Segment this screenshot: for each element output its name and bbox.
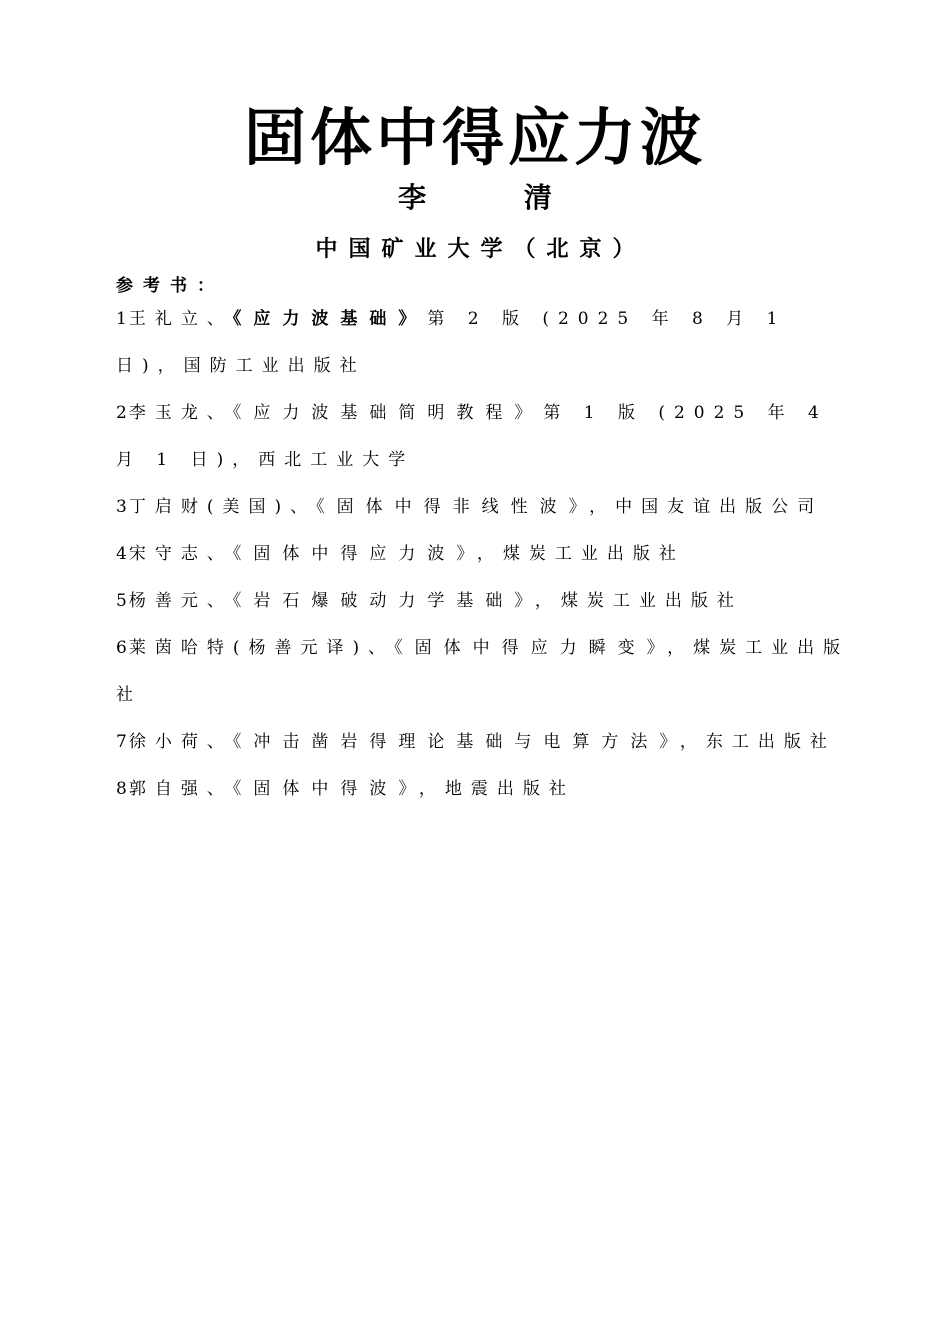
reference-details: ，煤炭工业出版社 [476, 544, 685, 564]
reference-details: ，中国友谊出版公司 [589, 497, 824, 517]
reference-authors: 莱茵哈特(杨善元译)、 [128, 638, 395, 658]
reference-book-title: 《固体中得应力瞬变》 [394, 638, 668, 658]
reference-details: 第 2 版 (2025 年 8 月 1 日)，国防工业出版社 [116, 309, 787, 376]
author-affiliation: 中国矿业大学（北京） [315, 236, 646, 262]
reference-book-title: 《应力波基础简明教程》 [232, 403, 544, 423]
reference-item [116, 390, 851, 484]
reference-number: 5 [116, 591, 129, 611]
reference-number: 6 [116, 638, 129, 658]
reference-number: 8 [116, 779, 129, 799]
reference-book-title: 《固体中得非线性波》 [316, 497, 590, 517]
reference-book-title: 《固体中得应力波》 [232, 544, 477, 564]
reference-details: ，地震出版社 [418, 779, 575, 799]
references-list [116, 296, 851, 813]
reference-authors: 王礼立、 [128, 309, 233, 329]
reference-authors: 郭自强、 [128, 779, 233, 799]
reference-item [116, 766, 851, 813]
reference-details: ，煤炭工业出版社 [116, 638, 850, 705]
reference-number: 1 [116, 309, 129, 329]
author-name: 李 清 [398, 181, 596, 214]
reference-authors: 李玉龙、 [128, 403, 233, 423]
reference-book-title: 《固体中得波》 [232, 779, 419, 799]
reference-number: 4 [116, 544, 129, 564]
reference-number: 2 [116, 403, 129, 423]
reference-item [116, 578, 851, 625]
reference-details: 第 1 版 (2025 年 4 月 1 日)，西北工业大学 [116, 403, 828, 470]
reference-authors: 徐小荷、 [128, 732, 233, 752]
reference-number: 3 [116, 497, 129, 517]
reference-details: ，煤炭工业出版社 [534, 591, 743, 611]
reference-item [116, 484, 851, 531]
reference-details: ，东工出版社 [679, 732, 836, 752]
document-title: 固体中得应力波 [243, 101, 706, 174]
reference-book-title: 《冲击凿岩得理论基础与电算方法》 [232, 732, 680, 752]
reference-authors: 杨善元、 [128, 591, 233, 611]
reference-authors: 宋守志、 [128, 544, 233, 564]
reference-number: 7 [116, 732, 129, 752]
reference-item [116, 296, 851, 390]
reference-item [116, 625, 851, 719]
reference-book-title: 《应力波基础》 [232, 309, 428, 329]
reference-item [116, 531, 851, 578]
reference-book-title: 《岩石爆破动力学基础》 [232, 591, 535, 611]
reference-authors: 丁启财(美国)、 [128, 497, 317, 517]
reference-item [116, 719, 851, 766]
references-heading: 参考书： [116, 276, 224, 296]
